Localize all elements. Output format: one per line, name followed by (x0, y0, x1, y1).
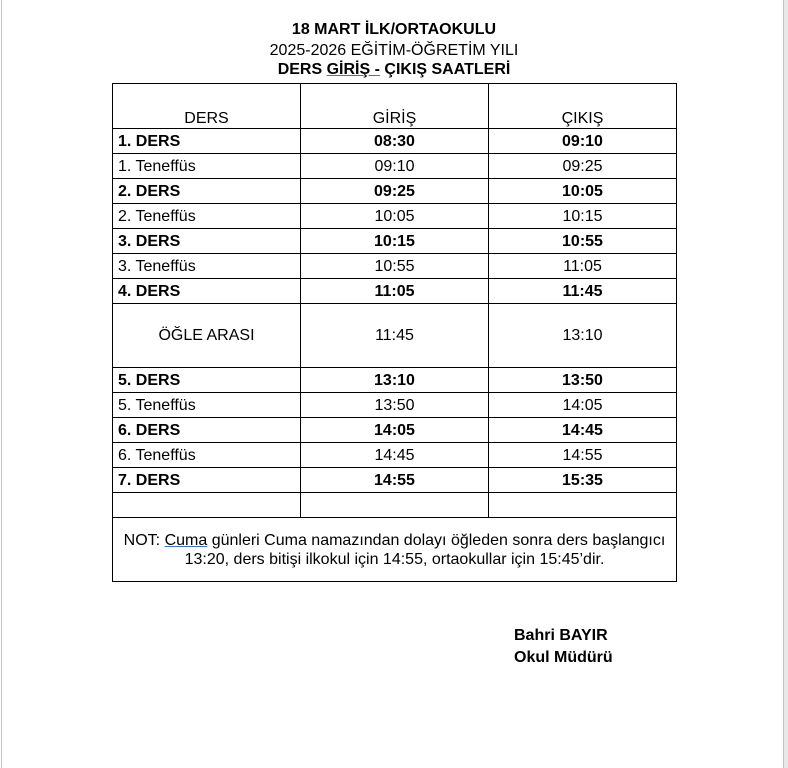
row-start-time: 13:50 (301, 393, 489, 418)
academic-year: 2025-2026 EĞİTİM-ÖĞRETİM YILI (269, 42, 519, 59)
row-name: 6. Teneffüs (113, 443, 301, 468)
column-header-cikis: ÇIKIŞ (489, 84, 677, 129)
row-name: 7. DERS (113, 468, 301, 493)
row-name: 6. DERS (113, 418, 301, 443)
subtitle-underlined: GİRİŞ - (326, 61, 380, 78)
table-row (113, 229, 677, 254)
row-end-time: 15:35 (489, 468, 677, 493)
empty-cell (301, 493, 489, 518)
row-end-time: 11:45 (489, 279, 677, 304)
row-name: 1. DERS (113, 129, 301, 154)
lunch-break-row (113, 304, 677, 368)
subtitle-start: DERS (277, 61, 327, 78)
row-name: 4. DERS (113, 279, 301, 304)
table-row (113, 154, 677, 179)
table-row (113, 279, 677, 304)
row-end-time: 09:25 (489, 154, 677, 179)
row-start-time: 09:25 (301, 179, 489, 204)
document-page (1, 0, 784, 768)
note-text: günleri Cuma namazından dolayı öğleden sonra ders başlangıcı 13:20, ders bitişi ilkokul için 14:55, ortaokullar için 15:45’dir. (184, 531, 666, 568)
row-end-time: 09:10 (489, 129, 677, 154)
table-row (113, 468, 677, 493)
table-row (113, 368, 677, 393)
row-start-time: 11:45 (301, 304, 489, 368)
document-subtitle (112, 59, 676, 80)
principal-title: Okul Müdürü (514, 649, 613, 666)
subtitle-end: ÇIKIŞ SAATLERİ (379, 61, 511, 78)
principal-name: Bahri BAYIR (514, 627, 608, 644)
row-name: 3. DERS (113, 229, 301, 254)
note-row (113, 518, 677, 582)
row-start-time: 11:05 (301, 279, 489, 304)
note-prefix: NOT: (123, 531, 165, 549)
row-start-time: 09:10 (301, 154, 489, 179)
table-row (113, 418, 677, 443)
table-row (113, 393, 677, 418)
row-end-time: 14:45 (489, 418, 677, 443)
row-end-time: 14:05 (489, 393, 677, 418)
row-name: ÖĞLE ARASI (113, 304, 301, 368)
row-name: 2. Teneffüs (113, 204, 301, 229)
row-start-time: 14:55 (301, 468, 489, 493)
table-row (113, 254, 677, 279)
table-header-row (113, 84, 677, 129)
row-start-time: 14:45 (301, 443, 489, 468)
table-row (113, 179, 677, 204)
row-name: 5. DERS (113, 368, 301, 393)
row-start-time: 08:30 (301, 129, 489, 154)
signature-block (514, 625, 613, 669)
row-name: 3. Teneffüs (113, 254, 301, 279)
schedule-table (112, 83, 677, 582)
note-cell (113, 518, 677, 582)
row-start-time: 10:55 (301, 254, 489, 279)
row-end-time: 13:50 (489, 368, 677, 393)
note-underlined-word: Cuma (164, 531, 208, 549)
school-name: 18 MART İLK/ORTAOKULU (291, 21, 497, 38)
row-start-time: 10:15 (301, 229, 489, 254)
row-name: 1. Teneffüs (113, 154, 301, 179)
row-start-time: 10:05 (301, 204, 489, 229)
row-end-time: 10:05 (489, 179, 677, 204)
empty-row (113, 493, 677, 518)
window-gutter (784, 0, 788, 768)
row-end-time: 13:10 (489, 304, 677, 368)
row-end-time: 11:05 (489, 254, 677, 279)
column-header-ders: DERS (113, 84, 301, 129)
row-start-time: 14:05 (301, 418, 489, 443)
table-row (113, 204, 677, 229)
document-header (112, 19, 676, 80)
table-row (113, 443, 677, 468)
row-start-time: 13:10 (301, 368, 489, 393)
row-name: 2. DERS (113, 179, 301, 204)
empty-cell (113, 493, 301, 518)
row-end-time: 10:15 (489, 204, 677, 229)
row-end-time: 10:55 (489, 229, 677, 254)
table-row (113, 129, 677, 154)
row-end-time: 14:55 (489, 443, 677, 468)
column-header-giris: GİRİŞ (301, 84, 489, 129)
row-name: 5. Teneffüs (113, 393, 301, 418)
empty-cell (489, 493, 677, 518)
